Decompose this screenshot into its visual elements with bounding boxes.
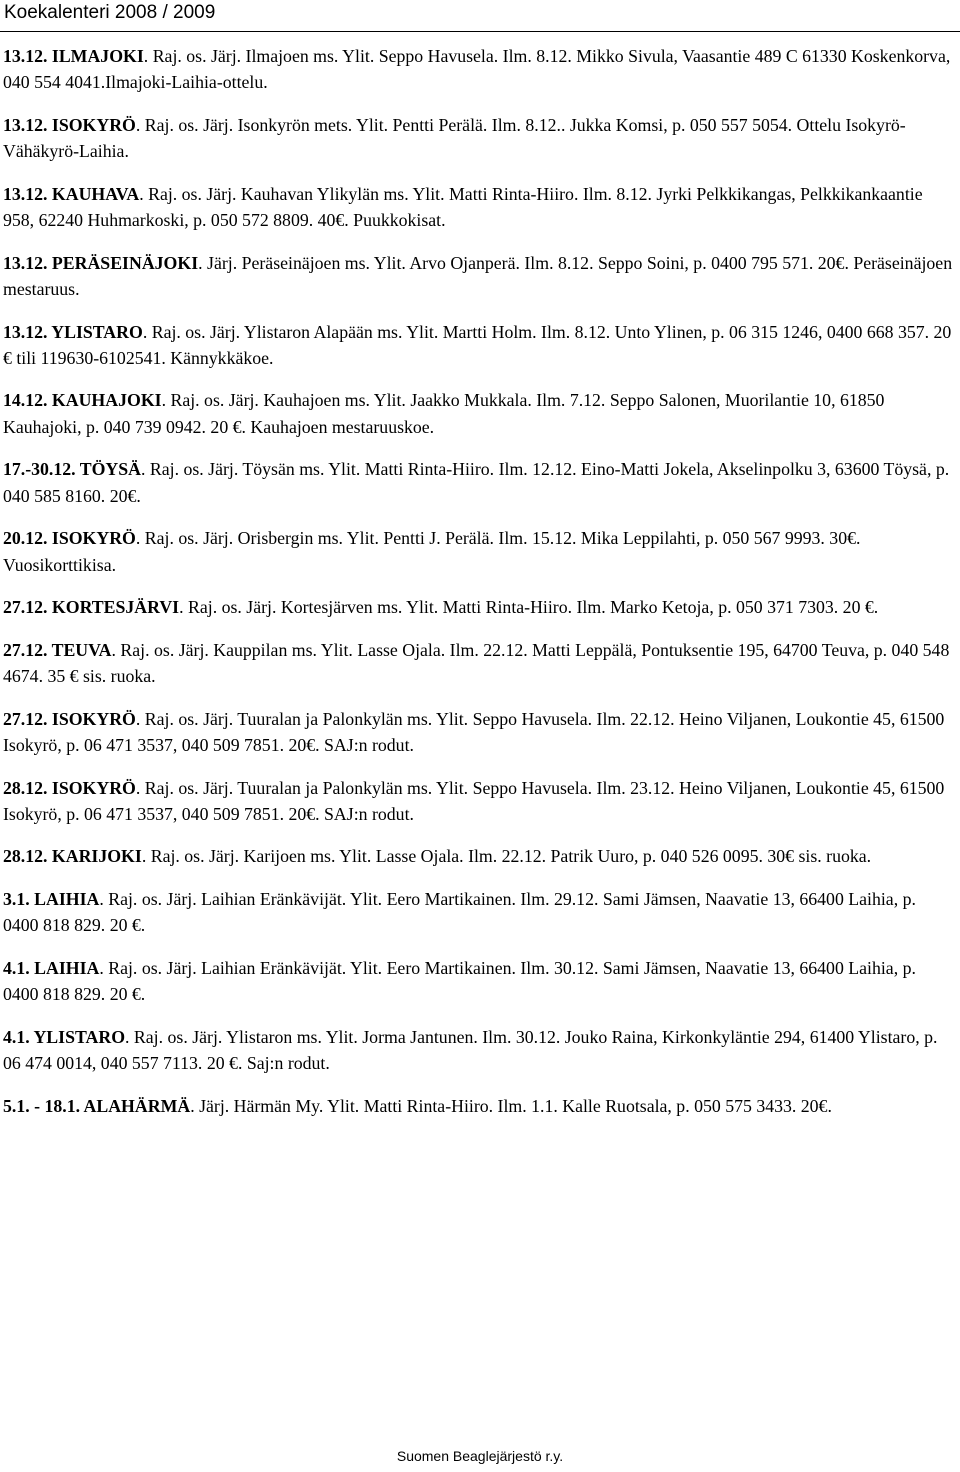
event-details: . Raj. os. Järj. Ylistaron ms. Ylit. Jorma Jantunen. Ilm. 30.12. Jouko Raina, Kirkonkyläntie 294, 61400 Ylistaro, p. 06 474 0014, 040 557 7113. 20 €. Saj:n rodut. [3, 1026, 938, 1074]
event-place: LAIHIA [34, 888, 100, 909]
page-title: Koekalenteri 2008 / 2009 [4, 2, 216, 23]
event-entry [3, 1024, 953, 1077]
event-entry [3, 319, 953, 372]
event-date: 17.-30.12. [3, 459, 76, 480]
event-date: 3.1. [3, 888, 30, 909]
entry-list [3, 43, 953, 1135]
event-date: 4.1. [3, 957, 30, 978]
event-date: 27.12. [3, 597, 48, 618]
event-details: . Raj. os. Järj. Orisbergin ms. Ylit. Pentti J. Perälä. Ilm. 15.12. Mika Leppilahti, p. 050 567 9993. 30€. Vuosikorttikisa. [3, 528, 861, 575]
event-heading [3, 390, 162, 410]
event-date: 5.1. - 18.1. [3, 1095, 81, 1116]
event-date: 14.12. [3, 390, 48, 411]
event-heading [3, 322, 143, 342]
event-heading [3, 1027, 125, 1047]
event-details: . Raj. os. Järj. Ylistaron Alapään ms. Ylit. Martti Holm. Ilm. 8.12. Unto Ylinen, p. 06 315 1246, 0400 668 357. 20 € tili 119630-6102541. Kännykkäkoe. [3, 321, 952, 368]
event-heading [3, 184, 139, 204]
event-place: YLISTARO [51, 321, 143, 342]
footer-text: Suomen Beaglejärjestö r.y. [396, 1448, 564, 1464]
event-details: . Raj. os. Järj. Kauhavan Ylikylän ms. Ylit. Matti Rinta-Hiiro. Ilm. 8.12. Jyrki Pelkkikangas, Pelkkikankaantie 958, 62240 Huhmarkoski, p. 050 572 8809. 40€. Puukkokisat. [3, 183, 923, 231]
event-details: . Raj. os. Järj. Tuuralan ja Palonkylän ms. Ylit. Seppo Havusela. Ilm. 23.12. Heino Viljanen, Loukontie 45, 61500 Isokyrö, p. 06 471 3537, 040 509 7851. 20€. SAJ:n rodut. [3, 777, 945, 824]
event-heading [3, 597, 179, 617]
event-place: KORTESJÄRVI [51, 597, 180, 618]
event-place: TEUVA [51, 639, 112, 660]
event-entry [3, 456, 953, 509]
event-details: . Raj. os. Järj. Kortesjärven ms. Ylit. Matti Rinta-Hiiro. Ilm. Marko Ketoja, p. 050 371 7303. 20 €. [179, 597, 879, 618]
event-details: . Raj. os. Järj. Ilmajoen ms. Ylit. Seppo Havusela. Ilm. 8.12. Mikko Sivula, Vaasantie 489 C 61330 Koskenkorva, 040 554 4041.Ilmajoki-Laihia-ottelu. [3, 46, 951, 93]
event-heading [3, 115, 136, 135]
event-heading [3, 46, 144, 66]
event-place: ILMAJOKI [51, 46, 144, 66]
event-place: KARIJOKI [51, 846, 142, 867]
event-date: 13.12. [3, 114, 48, 135]
event-entry [3, 637, 953, 690]
event-date: 28.12. [3, 777, 48, 798]
event-place: ISOKYRÖ [51, 528, 136, 549]
event-heading [3, 709, 136, 729]
event-details: . Raj. os. Järj. Kauhajoen ms. Ylit. Jaakko Mukkala. Ilm. 7.12. Seppo Salonen, Muorilantie 10, 61850 Kauhajoki, p. 040 739 0942. 20 €. Kauhajoen mestaruuskoe. [3, 390, 885, 437]
event-date: 27.12. [3, 708, 48, 729]
event-place: TÖYSÄ [79, 459, 141, 480]
event-entry [3, 594, 953, 620]
event-entry [3, 43, 953, 96]
event-date: 28.12. [3, 846, 48, 867]
event-date: 20.12. [3, 528, 48, 549]
event-heading [3, 459, 141, 479]
event-heading [3, 846, 142, 866]
event-date: 13.12. [3, 252, 48, 273]
event-place: YLISTARO [33, 1026, 126, 1047]
event-details: . Raj. os. Järj. Karijoen ms. Ylit. Lasse Ojala. Ilm. 22.12. Patrik Uuro, p. 040 526 0095. 30€ sis. ruoka. [141, 846, 872, 867]
event-heading [3, 889, 99, 909]
event-entry [3, 1093, 953, 1119]
event-entry [3, 843, 953, 869]
event-details: . Raj. os. Järj. Isonkyrön mets. Ylit. Pentti Perälä. Ilm. 8.12.. Jukka Komsi, p. 050 557 5054. Ottelu Isokyrö-Vähäkyrö-Laihia. [3, 114, 906, 162]
event-entry [3, 387, 953, 440]
page-header [0, 0, 960, 32]
event-date: 13.12. [3, 183, 48, 204]
event-place: KAUHAJOKI [51, 390, 162, 411]
event-date: 13.12. [3, 321, 48, 342]
event-details: . Raj. os. Järj. Tuuralan ja Palonkylän ms. Ylit. Seppo Havusela. Ilm. 22.12. Heino Viljanen, Loukontie 45, 61500 Isokyrö, p. 06 471 3537, 040 509 7851. 20€. SAJ:n rodut. [3, 708, 945, 755]
event-heading [3, 778, 136, 798]
event-heading [3, 528, 136, 548]
event-entry [3, 525, 953, 578]
event-place: KAUHAVA [51, 183, 140, 204]
event-details: . Raj. os. Järj. Laihian Eränkävijät. Ylit. Eero Martikainen. Ilm. 30.12. Sami Jämsen, Naavatie 13, 66400 Laihia, p. 0400 818 829. 20 €. [3, 957, 916, 1005]
event-date: 13.12. [3, 46, 48, 66]
event-place: ALAHÄRMÄ [83, 1095, 191, 1116]
event-heading [3, 253, 198, 273]
event-details: . Raj. os. Järj. Laihian Eränkävijät. Ylit. Eero Martikainen. Ilm. 29.12. Sami Jämsen, Naavatie 13, 66400 Laihia, p. 0400 818 829. 20 €. [3, 888, 916, 936]
page-footer [0, 1446, 960, 1466]
event-place: ISOKYRÖ [51, 777, 136, 798]
event-entry [3, 250, 953, 303]
event-entry [3, 955, 953, 1008]
event-details: . Raj. os. Järj. Kauppilan ms. Ylit. Lasse Ojala. Ilm. 22.12. Matti Leppälä, Pontuksentie 195, 64700 Teuva, p. 040 548 4674. 35 € sis. ruoka. [3, 639, 950, 687]
event-place: ISOKYRÖ [51, 708, 136, 729]
event-heading [3, 958, 99, 978]
event-heading [3, 1096, 190, 1116]
event-place: PERÄSEINÄJOKI [51, 252, 199, 273]
event-entry [3, 181, 953, 234]
event-date: 4.1. [3, 1026, 30, 1047]
event-details: . Järj. Peräseinäjoen ms. Ylit. Arvo Ojanperä. Ilm. 8.12. Seppo Soini, p. 0400 795 571. 20€. Peräseinäjoen mestaruus. [3, 252, 953, 299]
event-details: . Raj. os. Järj. Töysän ms. Ylit. Matti Rinta-Hiiro. Ilm. 12.12. Eino-Matti Jokela, Akselinpolku 3, 63600 Töysä, p. 040 585 8160. 20€. [3, 459, 950, 506]
event-place: LAIHIA [34, 957, 100, 978]
event-place: ISOKYRÖ [51, 114, 136, 135]
event-entry [3, 112, 953, 165]
event-details: . Järj. Härmän My. Ylit. Matti Rinta-Hiiro. Ilm. 1.1. Kalle Ruotsala, p. 050 575 3433. 20€. [190, 1095, 832, 1116]
event-entry [3, 775, 953, 828]
event-heading [3, 640, 112, 660]
event-date: 27.12. [3, 639, 48, 660]
event-entry [3, 706, 953, 759]
event-entry [3, 886, 953, 939]
